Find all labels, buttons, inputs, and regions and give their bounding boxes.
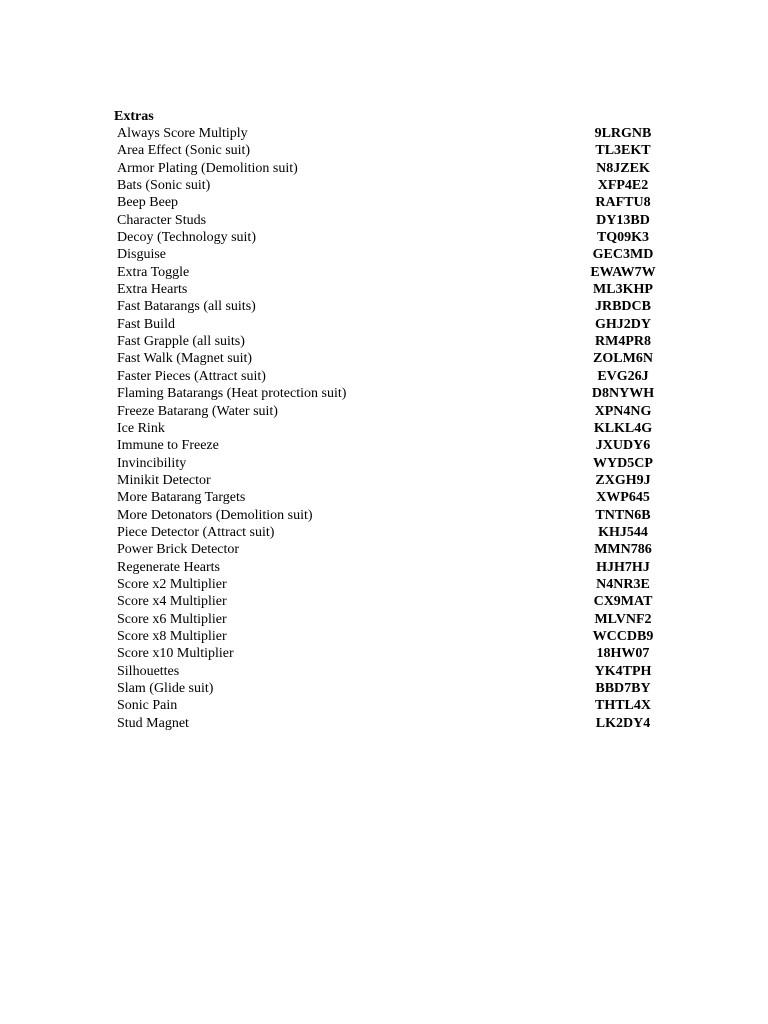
list-item — [0, 697, 768, 714]
list-item — [0, 455, 768, 472]
cheat-code: MMN786 — [594, 542, 652, 558]
cheat-code: 9LRGNB — [594, 126, 652, 141]
cheat-code: WYD5CP — [593, 455, 653, 471]
list-item — [0, 229, 768, 246]
cheat-name: Beep Beep — [117, 195, 179, 211]
cheat-code: D8NYWH — [591, 386, 655, 402]
list-item — [0, 281, 768, 298]
section-title: Extras — [114, 109, 154, 124]
cheat-code: THTL4X — [594, 698, 651, 714]
list-item — [0, 350, 768, 367]
list-item — [0, 333, 768, 350]
list-item — [0, 715, 768, 732]
cheat-code: LK2DY4 — [595, 715, 651, 731]
cheat-name: Extra Hearts — [117, 282, 188, 298]
cheat-name: Fast Grapple (all suits) — [117, 334, 245, 350]
cheat-name: More Batarang Targets — [117, 490, 246, 506]
cheat-code: GHJ2DY — [595, 316, 651, 332]
cheat-code: N8JZEK — [596, 160, 650, 176]
list-item — [0, 298, 768, 315]
cheat-code: CX9MAT — [593, 594, 653, 610]
cheat-name: More Detonators (Demolition suit) — [117, 507, 313, 523]
cheat-name: Score x6 Multiplier — [117, 611, 227, 627]
cheat-name: Power Brick Detector — [117, 542, 240, 558]
cheat-code: XPN4NG — [594, 403, 652, 419]
cheat-code: 18HW07 — [596, 646, 650, 662]
cheat-code: RM4PR8 — [595, 334, 651, 350]
cheat-code: EWAW7W — [590, 264, 656, 280]
cheat-name: Freeze Batarang (Water suit) — [117, 403, 278, 419]
cheat-code: TQ09K3 — [596, 230, 650, 246]
cheat-name: Score x4 Multiplier — [117, 594, 227, 610]
cheat-code: BBD7BY — [595, 681, 651, 696]
cheat-name: Fast Build — [117, 316, 175, 332]
cheat-code: DY13BD — [596, 212, 650, 228]
cheat-code: MLVNF2 — [594, 611, 652, 627]
cheat-code: KHJ544 — [598, 524, 648, 540]
cheat-name: Extra Toggle — [117, 264, 190, 280]
list-item — [0, 628, 768, 645]
list-item — [0, 611, 768, 628]
cheat-name: Faster Pieces (Attract suit) — [117, 368, 266, 384]
list-item — [0, 507, 768, 524]
cheat-name: Immune to Freeze — [117, 438, 219, 454]
cheat-code: XWP645 — [596, 490, 650, 506]
cheat-code: KLKL4G — [593, 420, 653, 436]
cheat-code: HJH7HJ — [596, 559, 650, 575]
list-item — [0, 472, 768, 489]
cheat-code-list — [0, 125, 768, 732]
cheat-code: TNTN6B — [595, 507, 651, 523]
cheat-code: WCCDB9 — [592, 628, 654, 644]
cheat-code: GEC3MD — [592, 247, 654, 263]
cheat-name: Decoy (Technology suit) — [117, 230, 256, 246]
cheat-name: Armor Plating (Demolition suit) — [117, 160, 298, 176]
cheat-code: N4NR3E — [596, 576, 650, 592]
list-item — [0, 403, 768, 420]
cheat-name: Score x2 Multiplier — [117, 576, 227, 592]
cheat-code: XFP4E2 — [597, 178, 649, 194]
cheat-name: Character Studs — [117, 212, 207, 228]
cheat-code: JXUDY6 — [595, 438, 651, 454]
cheat-code: ML3KHP — [593, 282, 653, 298]
cheat-code: TL3EKT — [595, 143, 651, 159]
list-item — [0, 316, 768, 333]
list-item — [0, 142, 768, 159]
cheat-name: Invincibility — [117, 455, 187, 471]
list-item — [0, 194, 768, 211]
cheat-code: RAFTU8 — [595, 195, 651, 211]
list-item — [0, 593, 768, 610]
list-item — [0, 559, 768, 576]
cheat-name: Fast Batarangs (all suits) — [117, 299, 256, 315]
list-item — [0, 368, 768, 385]
list-item — [0, 489, 768, 506]
cheat-name: Silhouettes — [117, 663, 180, 679]
list-item — [0, 663, 768, 680]
list-item — [0, 212, 768, 229]
cheat-code: EVG26J — [597, 368, 649, 384]
list-item — [0, 246, 768, 263]
list-item — [0, 264, 768, 281]
cheat-name: Slam (Glide suit) — [117, 681, 214, 696]
cheat-name: Always Score Multiply — [117, 126, 248, 141]
list-item — [0, 680, 768, 697]
cheat-name: Flaming Batarangs (Heat protection suit) — [117, 386, 347, 402]
cheat-name: Area Effect (Sonic suit) — [117, 143, 251, 159]
cheat-name: Bats (Sonic suit) — [117, 178, 211, 194]
list-item — [0, 125, 768, 142]
list-item — [0, 420, 768, 437]
cheat-code: YK4TPH — [594, 663, 652, 679]
cheat-name: Disguise — [117, 247, 166, 263]
list-item — [0, 541, 768, 558]
cheat-name: Score x10 Multiplier — [117, 646, 234, 662]
cheat-name: Fast Walk (Magnet suit) — [117, 351, 253, 367]
list-item — [0, 524, 768, 541]
cheat-name: Score x8 Multiplier — [117, 628, 227, 644]
cheat-name: Sonic Pain — [117, 698, 178, 714]
cheat-name: Stud Magnet — [117, 715, 189, 731]
cheat-name: Piece Detector (Attract suit) — [117, 524, 275, 540]
cheat-code: ZXGH9J — [595, 472, 651, 488]
cheat-code: ZOLM6N — [593, 351, 653, 367]
cheat-name: Ice Rink — [117, 420, 165, 436]
cheat-code: JRBDCB — [594, 299, 651, 315]
list-item — [0, 177, 768, 194]
list-item — [0, 437, 768, 454]
list-item — [0, 576, 768, 593]
list-item — [0, 645, 768, 662]
cheat-name: Minikit Detector — [117, 472, 211, 488]
list-item — [0, 385, 768, 402]
cheat-name: Regenerate Hearts — [117, 559, 220, 575]
list-item — [0, 160, 768, 177]
